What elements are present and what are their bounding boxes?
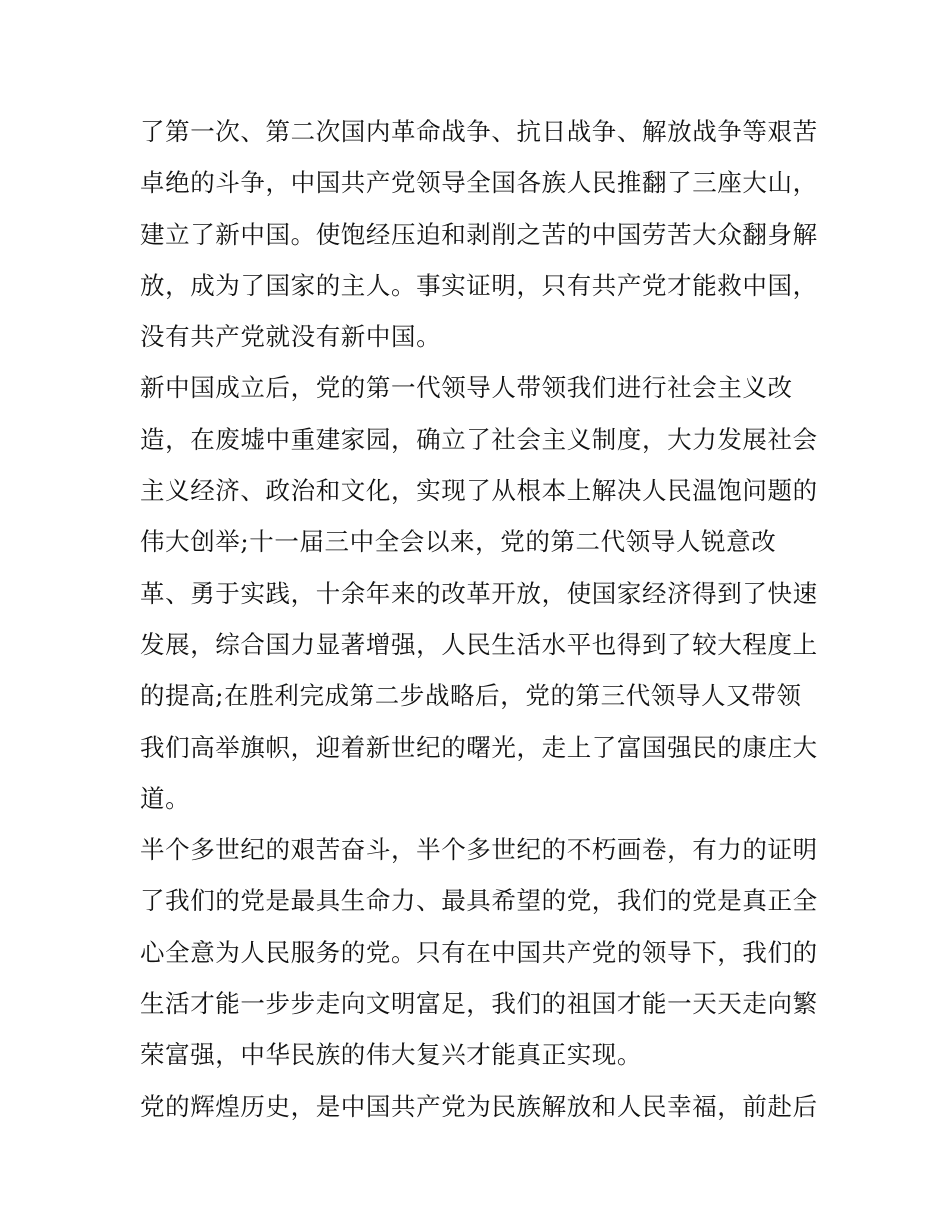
text-line: 心全意为人民服务的党。只有在中国共产党的领导下，我们的 xyxy=(140,937,818,967)
text-line: 我们高举旗帜，迎着新世纪的曙光，走上了富国强民的康庄大 xyxy=(140,732,818,762)
text-line: 发展，综合国力显著增强，人民生活水平也得到了较大程度上 xyxy=(140,629,818,659)
text-line: 荣富强，中华民族的伟大复兴才能真正实现。 xyxy=(140,1040,642,1070)
text-line: 革、勇于实践，十余年来的改革开放，使国家经济得到了快速 xyxy=(140,578,818,608)
text-line: 的提高;在胜利完成第二步战略后，党的第三代领导人又带领 xyxy=(140,681,802,711)
text-line: 建立了新中国。使饱经压迫和剥削之苦的中国劳苦大众翻身解 xyxy=(140,219,818,249)
text-line: 造，在废墟中重建家园，确立了社会主义制度，大力发展社会 xyxy=(140,424,818,454)
text-line: 党的辉煌历史，是中国共产党为民族解放和人民幸福，前赴后 xyxy=(140,1091,818,1121)
text-line: 没有共产党就没有新中国。 xyxy=(140,322,442,352)
body-text xyxy=(140,106,840,1132)
text-line: 道。 xyxy=(140,783,191,813)
text-line: 主义经济、政治和文化，实现了从根本上解决人民温饱问题的 xyxy=(140,476,818,506)
text-line: 了第一次、第二次国内革命战争、抗日战争、解放战争等艰苦 xyxy=(140,117,818,146)
text-line: 新中国成立后，党的第一代领导人带领我们进行社会主义改 xyxy=(140,373,793,403)
text-line: 卓绝的斗争，中国共产党领导全国各族人民推翻了三座大山， xyxy=(140,168,818,198)
text-line: 伟大创举;十一届三中全会以来，党的第二代领导人锐意改 xyxy=(140,527,777,557)
text-line: 放，成为了国家的主人。事实证明，只有共产党才能救中国， xyxy=(140,270,818,300)
text-line: 生活才能一步步走向文明富足，我们的祖国才能一天天走向繁 xyxy=(140,989,818,1019)
text-line: 了我们的党是最具生命力、最具希望的党，我们的党是真正全 xyxy=(140,886,818,916)
text-line: 半个多世纪的艰苦奋斗，半个多世纪的不朽画卷，有力的证明 xyxy=(140,835,818,865)
